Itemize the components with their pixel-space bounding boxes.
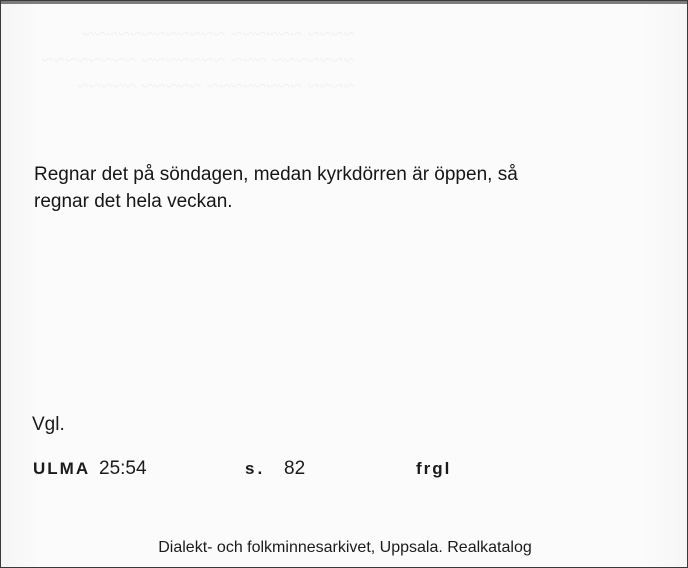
- region-code: frgl: [416, 459, 452, 478]
- card-top-edge: [1, 1, 687, 4]
- page-number: 82: [284, 458, 306, 479]
- proverb-line-2: regnar det hela veckan.: [34, 191, 233, 212]
- compare-label: Vgl.: [32, 414, 65, 435]
- proverb-text: [34, 161, 634, 215]
- page-label: s.: [245, 459, 266, 478]
- proverb-line-1: Regnar det på söndagen, medan kyrkdörren är öppen, så: [34, 164, 518, 185]
- show-through-texture: [41, 21, 355, 99]
- reference-row: [33, 456, 593, 482]
- ulma-label: ULMA: [33, 459, 91, 478]
- ulma-number: 25:54: [99, 458, 147, 479]
- archive-footer: Dialekt- och folkminnesarkivet, Uppsala. Realkatalog: [158, 539, 532, 556]
